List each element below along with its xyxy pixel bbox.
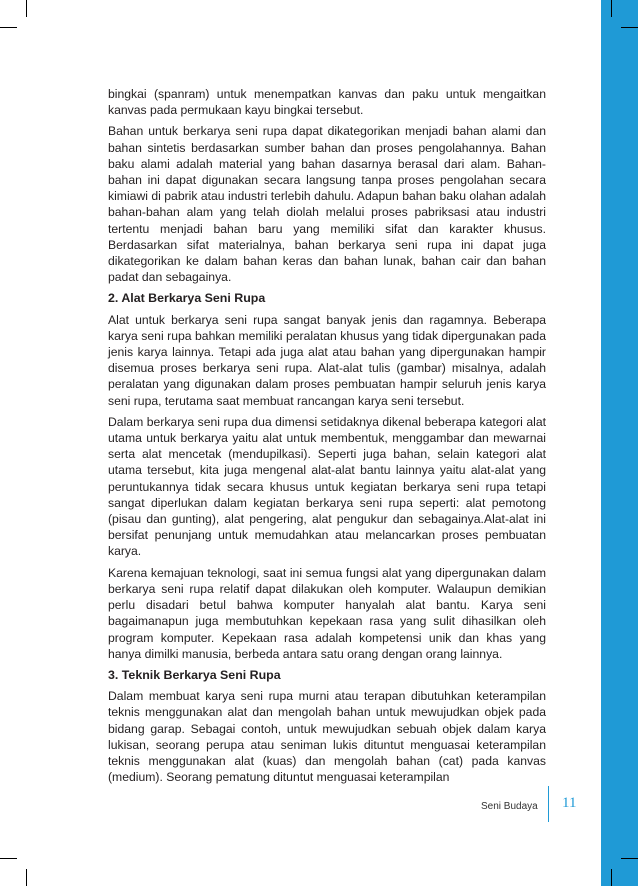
crop-mark [0, 858, 17, 859]
paragraph: Bahan untuk berkarya seni rupa dapat dikategorikan menjadi bahan alami dan bahan sintetis berdasarkan sumber bahan dan proses pengolahannya. Bahan baku alami adalah material yang bahan dasarnya berasal dari alam. Bahan-bahan ini dapat digunakan secara langsung tanpa proses pengolahan secara kimiawi di pabrik atau industri terlebih dahulu. Adapun bahan baku olahan adalah bahan-bahan alam yang telah diolah melalui proses pabriksasi atau industri tertentu menjadi bahan baru yang memiliki sifat dan karakter khusus. Berdasarkan sifat materialnya, bahan berkarya seni rupa ini dapat juga dikategorikan ke dalam bahan keras dan bahan lunak, bahan cair dan bahan padat dan sebagainya. [108, 124, 546, 285]
footer-divider [548, 786, 549, 822]
side-accent-bar [601, 0, 638, 886]
crop-mark [0, 27, 17, 28]
paragraph: Karena kemajuan teknologi, saat ini semua fungsi alat yang dipergunakan dalam berkarya seni rupa relatif dapat dilakukan oleh komputer. Walaupun demikian perlu disadari betul bahwa komputer hanyalah alat bantu. Karya seni bagaimanapun juga membutuhkan kepekaan rasa yang sulit dihasilkan oleh program komputer. Kepekaan rasa adalah kompetensi unik dan khas yang hanya dimilki manusia, berbeda antara satu orang dengan orang lainnya. [108, 565, 546, 661]
page-number: 11 [562, 795, 577, 811]
crop-mark [621, 858, 638, 859]
paragraph: bingkai (spanram) untuk menempatkan kanvas dan paku untuk mengaitkan kanvas pada permukaan kayu bingkai tersebut. [108, 87, 546, 118]
section-heading: 3. Teknik Berkarya Seni Rupa [108, 667, 281, 682]
crop-mark [26, 0, 27, 17]
crop-mark [611, 0, 612, 17]
crop-mark [611, 869, 612, 886]
section-heading: 2. Alat Berkarya Seni Rupa [108, 291, 266, 306]
page-content [108, 86, 546, 790]
paragraph: Alat untuk berkarya seni rupa sangat banyak jenis dan ragamnya. Beberapa karya seni rupa bahkan memiliki peralatan khusus yang tidak dipergunakan pada jenis karya lainnya. Tetapi ada juga alat atau bahan yang dipergunakan hampir disemua proses berkarya seni rupa. Alat-alat tulis (gambar) misalnya, adalah peralatan yang digunakan dalam proses pembuatan hampir seluruh jenis karya seni rupa, terutama saat membuat rancangan karya seni tersebut. [108, 312, 546, 408]
crop-mark [621, 27, 638, 28]
crop-mark [26, 869, 27, 886]
paragraph: Dalam berkarya seni rupa dua dimensi setidaknya dikenal beberapa kategori alat utama untuk berkarya yaitu alat untuk membentuk, menggambar dan mewarnai serta alat mencetak (mendupilkasi). Seperti juga bahan, selain kategori alat utama tersebut, kita juga mengenal alat-alat bantu lainnya yaitu alat-alat yang peruntukannya tidak secara khusus untuk kegiatan berkarya seni rupa tetapi sangat diperlukan dalam kegiatan berkarya seni rupa seperti: alat pemotong (pisau dan gunting), alat pengering, alat pengukur dan sebagainya.Alat-alat ini bersifat penunjang untuk memudahkan atau melancarkan proses pembuatan karya. [108, 414, 546, 559]
footer-book-title: Seni Budaya [481, 801, 538, 812]
paragraph: Dalam membuat karya seni rupa murni atau terapan dibutuhkan keterampilan teknis menggunakan alat dan mengolah bahan untuk mewujudkan objek pada bidang garap. Sebagai contoh, untuk mewujudkan sebuah objek dalam karya lukisan, seorang perupa atau seniman lukis dituntut menguasai keterampilan teknis menggunakan alat (kuas) dan mengolah bahan (cat) pada kanvas (medium). Seorang pematung dituntut menguasai keterampilan [108, 689, 546, 785]
